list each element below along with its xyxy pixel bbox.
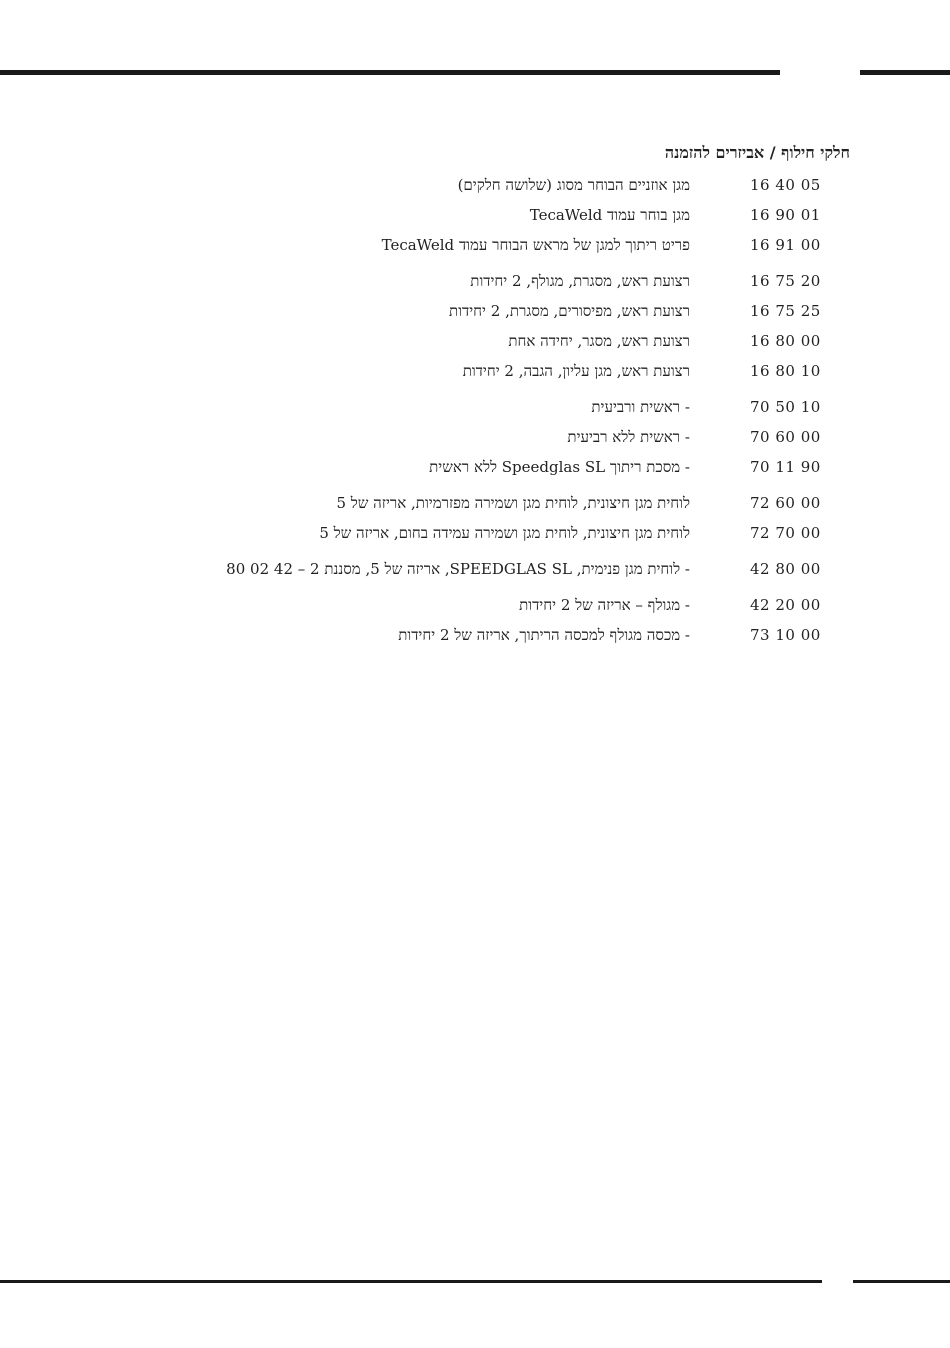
part-description: - מכסה מגולף למכסה הריתוך, אריזה של 2 יחידות [398,626,690,644]
part-code: 16 91 00 [750,236,821,254]
part-description: - לוחית מגן פנימית, SPEEDGLAS SL, אריזה של 5, מסננת 2 – 42 02 80 [226,560,690,578]
part-description: מגן אוזניים הבוחר מסוג (שלושה חלקים) [457,176,690,194]
part-row [100,170,850,200]
part-code: 70 50 10 [750,398,821,416]
part-description: פריט ריתוך למגן של מראש הבוחר עמוד TecaWeld [381,236,690,254]
part-row [100,422,850,452]
part-row [100,266,850,296]
section-heading: חלקי חילוף / אביזרים להזמנה [664,143,850,162]
part-description: רצועת ראש, מסגר, יחידה אחת [508,332,690,350]
top-rule-left [0,70,780,75]
part-row [100,200,850,230]
part-description: - מסכת ריתוך Speedglas SL ללא ראשית [429,458,690,476]
parts-group-4 [100,488,850,548]
part-description: - מגולף – אריזה של 2 יחידות [519,596,690,614]
part-row [100,392,850,422]
part-code: 70 60 00 [750,428,821,446]
part-row [100,518,850,548]
part-code: 16 80 00 [750,332,821,350]
part-code: 16 80 10 [750,362,821,380]
part-code: 72 70 00 [750,524,821,542]
part-description: מגן בוחר עמוד TecaWeld [529,206,690,224]
part-row [100,590,850,620]
part-row [100,356,850,386]
part-row [100,554,850,584]
part-row [100,326,850,356]
bottom-rule-left [0,1280,822,1283]
part-row [100,452,850,482]
part-code: 73 10 00 [750,626,821,644]
part-code: 16 90 01 [750,206,821,224]
part-code: 42 80 00 [750,560,821,578]
part-code: 16 75 20 [750,272,821,290]
part-row [100,488,850,518]
part-description: - ראשית ורביעית [591,398,690,416]
part-description: רצועת ראש, מסגרת, מגולף, 2 יחידות [470,272,690,290]
part-description: - ראשית ללא רביעית [567,428,690,446]
part-row [100,296,850,326]
bottom-rule-right [853,1280,950,1283]
parts-group-1 [100,170,850,260]
part-row [100,620,850,650]
part-description: רצועת ראש, מפיסורים, מסגרת, 2 יחידות [449,302,690,320]
part-code: 16 40 05 [750,176,821,194]
part-code: 72 60 00 [750,494,821,512]
parts-group-2 [100,266,850,386]
part-description: לוחית מגן חיצונית, לוחית מגן ושמירה מפזרמיות, אריזה של 5 [336,494,690,512]
parts-group-5 [100,554,850,584]
parts-group-6 [100,590,850,650]
part-description: לוחית מגן חיצונית, לוחית מגן ושמירה עמידה בחום, אריזה של 5 [319,524,690,542]
top-rule-right [860,70,950,75]
part-code: 42 20 00 [750,596,821,614]
part-description: רצועת ראש, מגן עליון, הגבה, 2 יחידות [462,362,690,380]
part-code: 70 11 90 [750,458,821,476]
part-code: 16 75 25 [750,302,821,320]
part-row [100,230,850,260]
parts-list [100,140,850,656]
parts-group-3 [100,392,850,482]
